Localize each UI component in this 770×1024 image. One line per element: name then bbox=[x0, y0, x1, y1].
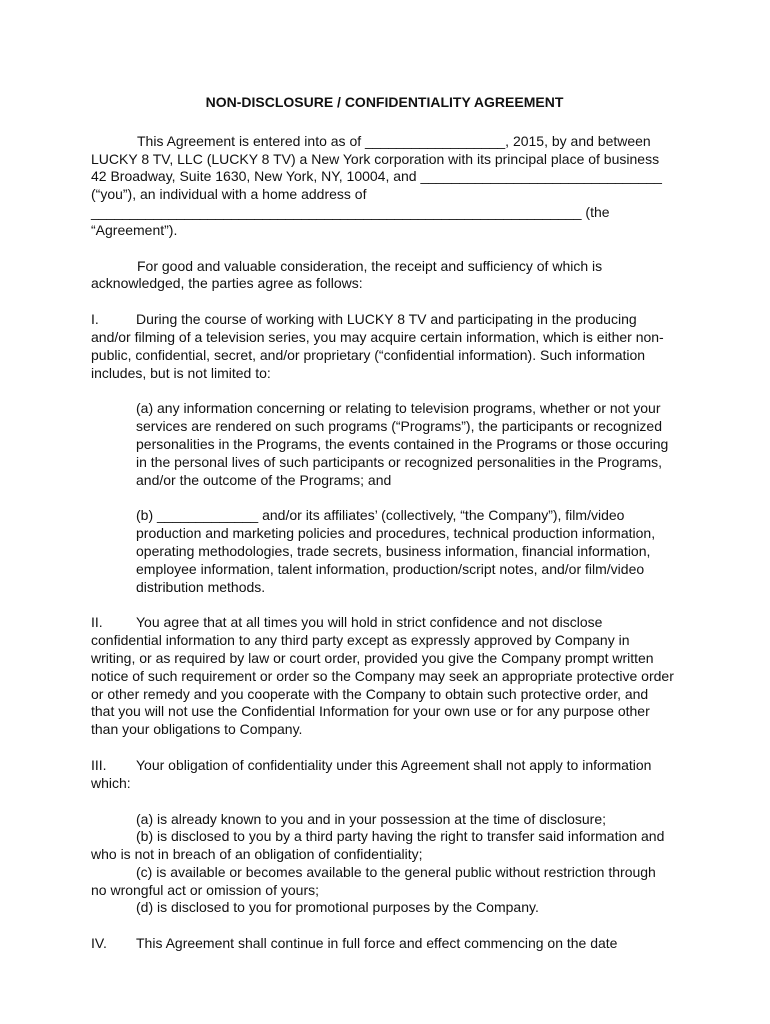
section-3-item-b: (b) is disclosed to you by a third party having the right to transfer said information and who is not in breach of an obligation of confidentiality; bbox=[91, 828, 665, 863]
intro-paragraph: This Agreement is entered into as of __________________, 2015, by and between LUCKY 8 TV, LLC (LUCKY 8 TV) a New York corporation with its principal place of business 42 Broadway, Suite 1630, New York, NY, 10004, and _______________________________ (“you”), an individual with a home address of _______________________________________________________________ (the “Agreement”). bbox=[91, 132, 662, 238]
section-2-numeral: II. bbox=[91, 614, 103, 631]
section-1-item-a: (a) any information concerning or relating to television programs, whether or not your services are rendered on such programs (“Programs”), the participants or recognized personalities in the Programs, the events contained in the Programs or those occuring in the personal lives of such participants or recognized personalities in the Programs, and/or the outcome of the Programs; and bbox=[136, 400, 669, 488]
section-4-numeral: IV. bbox=[91, 935, 107, 952]
section-2 bbox=[91, 614, 674, 739]
section-2-text: You agree that at all times you will hold in strict confidence and not disclose confidential information to any third party except as expressly approved by Company in writing, or as required by law or court order, provided you give the Company prompt written notice of such requirement or order so the Company may seek an appropriate protective order or other remedy and you cooperate with the Company to obtain such protective order, and that you will not use the Confidential Information for your own use or for any purpose other than your obligations to Company. bbox=[91, 614, 674, 738]
section-3-text: Your obligation of confidentiality under this Agreement shall not apply to information which: bbox=[91, 756, 652, 791]
section-3-numeral: III. bbox=[91, 756, 107, 773]
section-1 bbox=[91, 311, 674, 382]
section-4 bbox=[91, 935, 674, 953]
document-title: NON-DISCLOSURE / CONFIDENTIALITY AGREEMENT bbox=[205, 94, 564, 110]
section-3-item-d: (d) is disclosed to you for promotional purposes by the Company. bbox=[136, 899, 539, 916]
section-3-item-a: (a) is already known to you and in your possession at the time of disclosure; bbox=[136, 810, 607, 827]
section-1-item-b: (b) _____________ and/or its affiliates’ (collectively, “the Company”), film/video production and marketing policies and procedures, technical production information, operating methodologies, trade secrets, business information, financial information, employee information, talent information, production/script notes, and/or film/video distribution methods. bbox=[136, 507, 656, 595]
consideration-paragraph: For good and valuable consideration, the receipt and sufficiency of which is acknowledged, the parties agree as follows: bbox=[91, 257, 603, 292]
section-1-numeral: I. bbox=[91, 311, 99, 328]
section-1-text: During the course of working with LUCKY 8 TV and participating in the producing and/or filming of a television series, you may acquire certain information, which is either non-public, confidential, secret, and/or proprietary (“confidential information). Such information includes, but is not limited to: bbox=[91, 311, 664, 381]
section-4-text: This Agreement shall continue in full force and effect commencing on the date bbox=[136, 935, 618, 952]
section-3-item-c: (c) is available or becomes available to the general public without restriction through no wrongful act or omission of yours; bbox=[91, 863, 656, 898]
section-3 bbox=[91, 757, 674, 793]
